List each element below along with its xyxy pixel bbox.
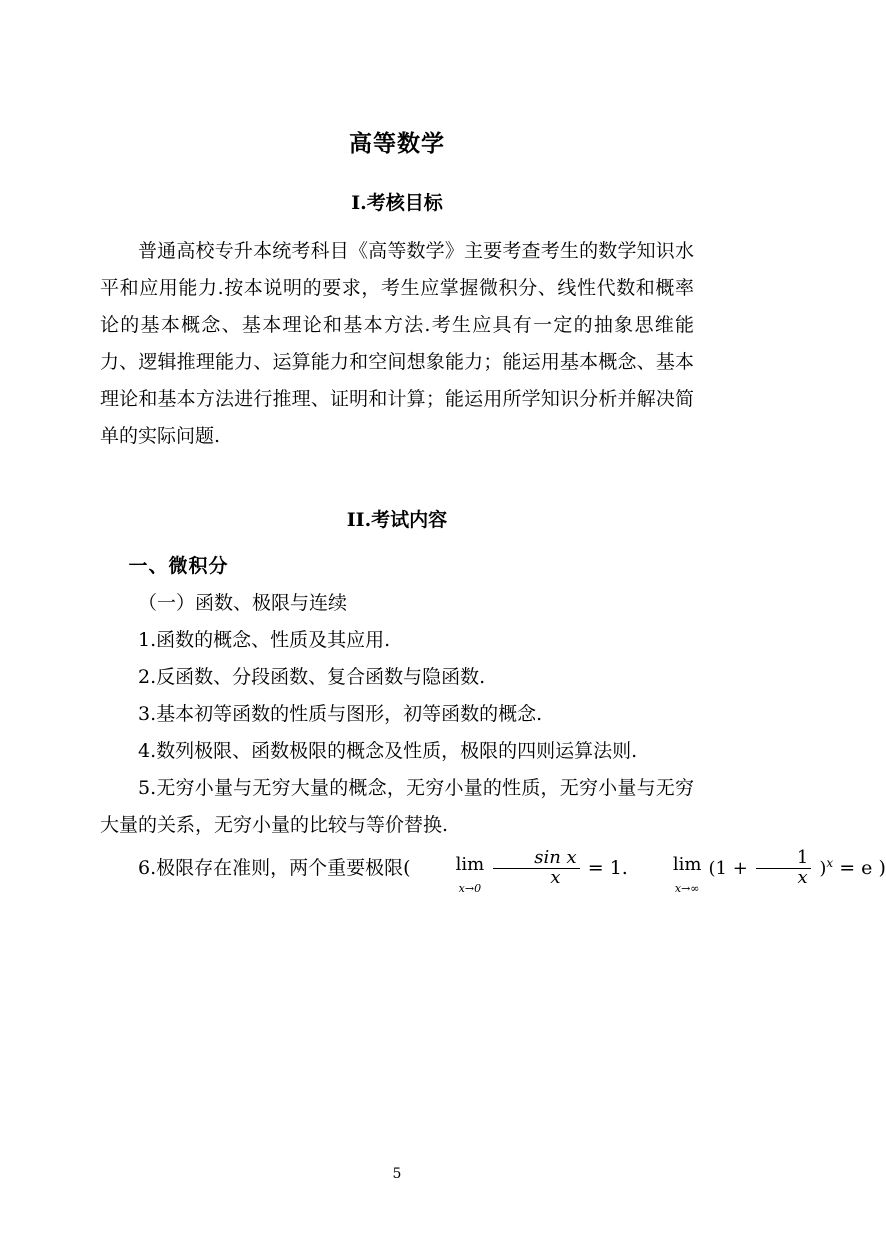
fraction-numerator-2: 1: [756, 849, 811, 869]
list-item: 3.基本初等函数的性质与图形，初等函数的概念.: [138, 702, 543, 725]
list-item: 1.函数的概念、性质及其应用.: [138, 628, 391, 651]
objectives-paragraph: 普通高校专升本统考科目《高等数学》主要考查考生的数学知识水平和应用能力.按本说明的要求，考生应掌握微积分、线性代数和概率论的基本概念、基本理论和基本方法.考生应具有一定的抽象思维能力、逻辑推理能力、运算能力和空间想象能力；能运用基本概念、基本理论和基本方法进行推理、证明和计算；能运用所学知识分析并解决简单的实际问题.: [100, 239, 694, 448]
list-item: 4.数列极限、函数极限的概念及性质，极限的四则运算法则.: [138, 739, 638, 762]
formula-equals-1: = 1.: [587, 857, 628, 880]
limit-subscript-1: x→0: [458, 882, 482, 896]
limit-subscript-2: x→∞: [674, 882, 700, 896]
list-item-formula: [100, 844, 886, 896]
page-number: 5: [392, 1166, 402, 1182]
fraction-denominator-1: x: [550, 866, 561, 888]
section-heading-objectives: I.考核目标: [351, 192, 443, 215]
limit-op-label-1: lim: [455, 854, 485, 876]
fraction-one-over-x: [756, 846, 811, 888]
limit-operator-2: [635, 844, 702, 894]
subsection-heading-calculus: 一、微积分: [128, 554, 229, 577]
fraction-denominator-2: x: [797, 866, 808, 888]
document-page: [0, 128, 886, 1250]
formula-prefix-text: 6.极限存在准则，两个重要极限(: [138, 857, 411, 880]
limit-op-label-2: lim: [672, 854, 702, 876]
page-title: 高等数学: [349, 130, 445, 157]
limit-operator-1: [418, 844, 485, 894]
formula-exponent-2: x: [826, 855, 834, 870]
list-item: 5.无穷小量与无穷大量的概念，无穷小量的性质，无穷小量与无穷大量的关系，无穷小量的比较与等价替换.: [100, 776, 694, 836]
formula-open-paren-2: (1 +: [708, 858, 748, 880]
topic-heading-functions-limits: （一）函数、极限与连续: [138, 591, 348, 614]
section-heading-content: II.考试内容: [346, 509, 448, 532]
formula-suffix: ): [878, 857, 886, 880]
formula-equals-2: = e: [839, 857, 873, 880]
fraction-sinx-over-x: [493, 846, 579, 888]
formula-close-paren-2: ): [819, 858, 827, 880]
fraction-numerator-1: sin x: [493, 849, 579, 869]
list-item: 2.反函数、分段函数、复合函数与隐函数.: [138, 665, 486, 688]
